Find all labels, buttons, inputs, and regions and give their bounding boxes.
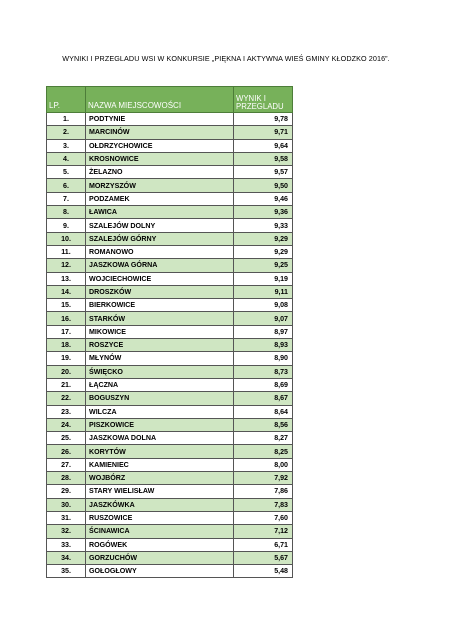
cell-lp: 27. [47,458,86,471]
cell-score: 8,27 [234,432,293,445]
table-row [47,219,293,232]
cell-name: STARY WIELISŁAW [86,485,234,498]
cell-score: 9,29 [234,245,293,258]
table-header [47,87,293,113]
table-row [47,365,293,378]
table-row [47,312,293,325]
cell-score: 5,48 [234,565,293,578]
cell-score: 8,93 [234,339,293,352]
cell-lp: 6. [47,179,86,192]
table-row [47,339,293,352]
cell-lp: 8. [47,206,86,219]
cell-score: 9,36 [234,206,293,219]
table-row [47,485,293,498]
cell-lp: 22. [47,392,86,405]
cell-lp: 20. [47,365,86,378]
cell-name: SZALEJÓW GÓRNY [86,232,234,245]
cell-lp: 13. [47,272,86,285]
table-row [47,525,293,538]
header-lp: LP. [47,87,86,113]
table-row [47,206,293,219]
cell-name: ROMANOWO [86,245,234,258]
header-row [47,87,293,113]
cell-lp: 19. [47,352,86,365]
cell-name: MORZYSZÓW [86,179,234,192]
cell-lp: 12. [47,259,86,272]
table-row [47,299,293,312]
cell-score: 8,90 [234,352,293,365]
table-row [47,352,293,365]
cell-lp: 16. [47,312,86,325]
table-row [47,472,293,485]
cell-lp: 11. [47,245,86,258]
cell-score: 9,50 [234,179,293,192]
cell-lp: 1. [47,113,86,126]
table-row [47,538,293,551]
cell-score: 9,57 [234,166,293,179]
cell-score: 8,97 [234,325,293,338]
cell-name: ŁĄCZNA [86,378,234,391]
table-row [47,432,293,445]
cell-lp: 24. [47,418,86,431]
cell-name: ŚCINAWICA [86,525,234,538]
table-row [47,285,293,298]
table-row [47,565,293,578]
document-title: WYNIKI I PRZEGLADU WSI W KONKURSIE „PIĘKNA I AKTYWNA WIEŚ GMINY KŁODZKO 2016”. [62,54,390,63]
cell-name: SZALEJÓW DOLNY [86,219,234,232]
table-row [47,511,293,524]
cell-lp: 26. [47,445,86,458]
cell-score: 8,67 [234,392,293,405]
table-row [47,259,293,272]
cell-score: 8,00 [234,458,293,471]
cell-score: 7,92 [234,472,293,485]
cell-score: 9,64 [234,139,293,152]
cell-lp: 31. [47,511,86,524]
cell-lp: 15. [47,299,86,312]
cell-score: 9,08 [234,299,293,312]
table-row [47,152,293,165]
cell-score: 6,71 [234,538,293,551]
cell-name: KORYTÓW [86,445,234,458]
cell-score: 7,12 [234,525,293,538]
cell-name: RUSZOWICE [86,511,234,524]
table-row [47,418,293,431]
table-row [47,392,293,405]
cell-name: MŁYNÓW [86,352,234,365]
cell-lp: 7. [47,192,86,205]
table-row [47,498,293,511]
cell-name: DROSZKÓW [86,285,234,298]
cell-lp: 23. [47,405,86,418]
table-row [47,445,293,458]
cell-lp: 34. [47,551,86,564]
cell-name: MIKOWICE [86,325,234,338]
cell-score: 9,46 [234,192,293,205]
cell-lp: 14. [47,285,86,298]
cell-name: KROSNOWICE [86,152,234,165]
cell-name: JASZKOWA DOLNA [86,432,234,445]
cell-name: ŁAWICA [86,206,234,219]
cell-name: KAMIENIEC [86,458,234,471]
cell-name: PODZAMEK [86,192,234,205]
cell-lp: 10. [47,232,86,245]
cell-score: 7,83 [234,498,293,511]
cell-score: 7,60 [234,511,293,524]
cell-lp: 4. [47,152,86,165]
cell-lp: 21. [47,378,86,391]
cell-name: WILCZA [86,405,234,418]
cell-score: 9,33 [234,219,293,232]
cell-score: 9,25 [234,259,293,272]
cell-lp: 2. [47,126,86,139]
cell-score: 8,56 [234,418,293,431]
cell-name: WOJBÓRZ [86,472,234,485]
table-row [47,126,293,139]
cell-lp: 32. [47,525,86,538]
cell-score: 7,86 [234,485,293,498]
cell-lp: 3. [47,139,86,152]
cell-lp: 17. [47,325,86,338]
cell-score: 8,69 [234,378,293,391]
table-row [47,378,293,391]
cell-name: JASZKÓWKA [86,498,234,511]
cell-lp: 5. [47,166,86,179]
cell-name: ROSZYCE [86,339,234,352]
cell-lp: 9. [47,219,86,232]
cell-name: PODTYNIE [86,113,234,126]
header-name: NAZWA MIEJSCOWOŚCI [86,87,234,113]
cell-score: 9,78 [234,113,293,126]
cell-name: PISZKOWICE [86,418,234,431]
cell-name: GORZUCHÓW [86,551,234,564]
results-table [46,86,293,578]
cell-name: OŁDRZYCHOWICE [86,139,234,152]
table-row [47,139,293,152]
cell-lp: 28. [47,472,86,485]
cell-name: ŚWIĘCKO [86,365,234,378]
table-row [47,192,293,205]
cell-name: ŻELAZNO [86,166,234,179]
cell-score: 5,67 [234,551,293,564]
table-row [47,232,293,245]
table-row [47,113,293,126]
cell-lp: 35. [47,565,86,578]
cell-score: 9,71 [234,126,293,139]
cell-name: GOŁOGŁOWY [86,565,234,578]
cell-name: WOJCIECHOWICE [86,272,234,285]
cell-name: MARCINÓW [86,126,234,139]
cell-lp: 33. [47,538,86,551]
cell-name: JASZKOWA GÓRNA [86,259,234,272]
cell-name: ROGÓWEK [86,538,234,551]
cell-lp: 25. [47,432,86,445]
header-score: WYNIK I PRZEGLADU [234,87,293,113]
cell-score: 8,73 [234,365,293,378]
cell-name: BIERKOWICE [86,299,234,312]
cell-name: BOGUSZYN [86,392,234,405]
table-row [47,179,293,192]
table-row [47,245,293,258]
cell-score: 8,25 [234,445,293,458]
cell-score: 9,11 [234,285,293,298]
cell-lp: 30. [47,498,86,511]
cell-score: 8,64 [234,405,293,418]
cell-score: 9,58 [234,152,293,165]
table-row [47,166,293,179]
table-row [47,325,293,338]
table-row [47,458,293,471]
table-row [47,551,293,564]
cell-score: 9,19 [234,272,293,285]
cell-lp: 29. [47,485,86,498]
table-body [47,113,293,578]
table-row [47,272,293,285]
cell-score: 9,07 [234,312,293,325]
cell-lp: 18. [47,339,86,352]
cell-score: 9,29 [234,232,293,245]
cell-name: STARKÓW [86,312,234,325]
table-row [47,405,293,418]
